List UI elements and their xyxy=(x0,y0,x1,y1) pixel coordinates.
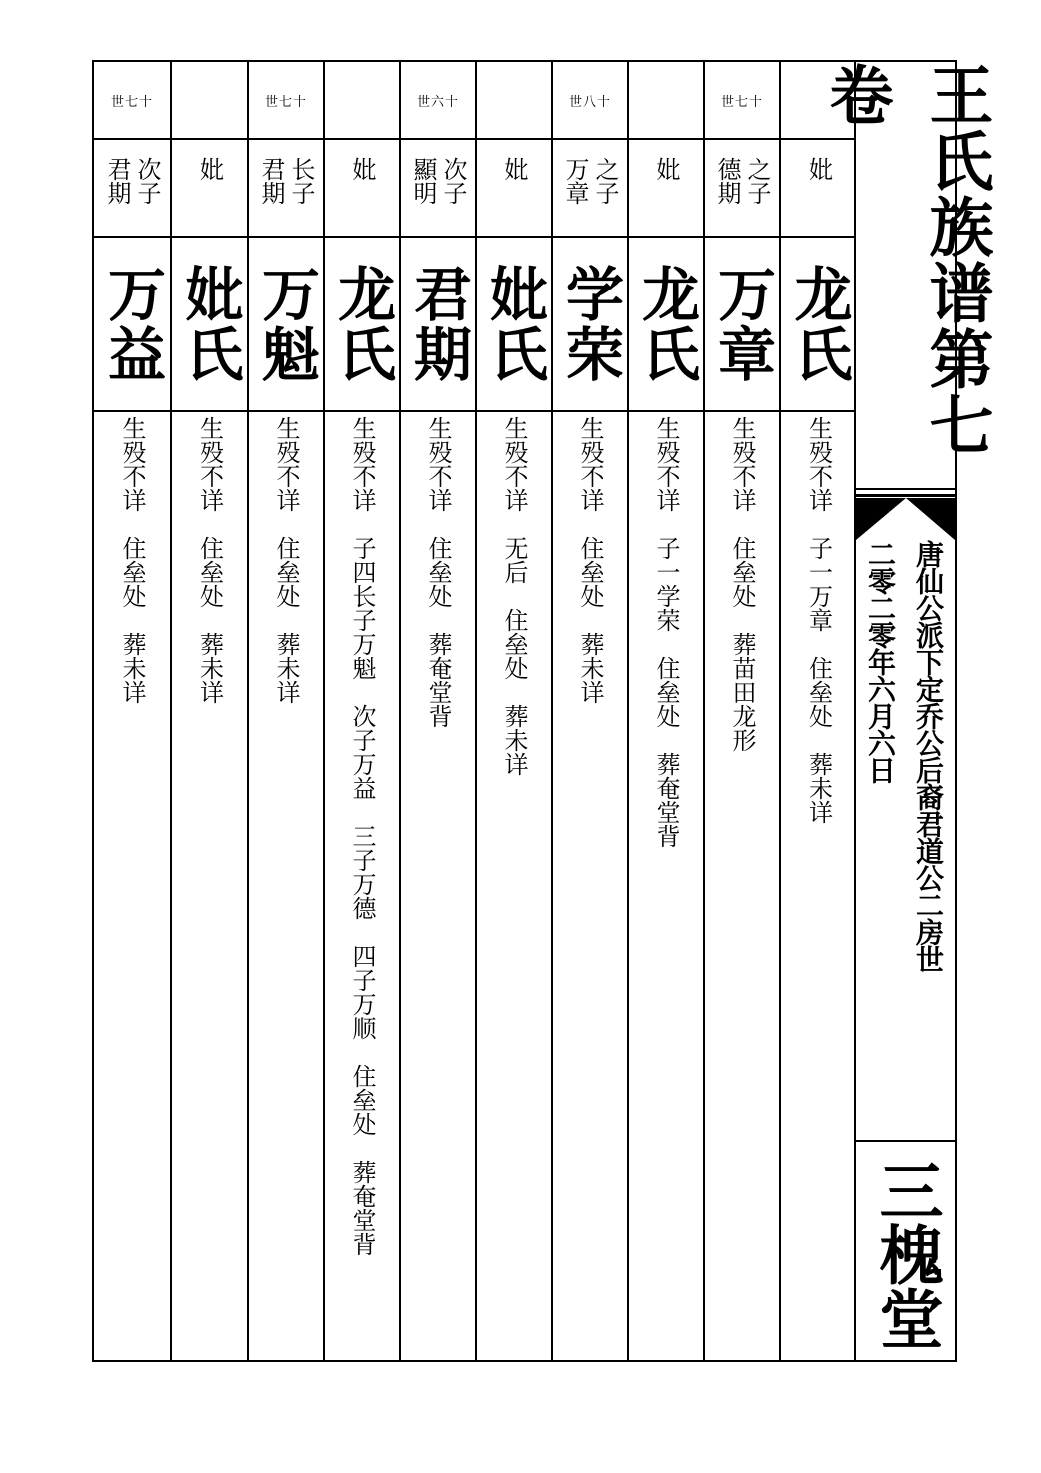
person-detail: 生殁不详 住垒处 葬未详 xyxy=(195,416,224,704)
person-detail: 生殁不详 住垒处 葬苗田龙形 xyxy=(728,416,756,752)
genealogy-grid xyxy=(92,60,856,1362)
generation-label xyxy=(325,62,399,140)
detail-cell xyxy=(477,412,551,1358)
relation-cell xyxy=(325,140,399,238)
book-title: 王氏族谱第七卷 xyxy=(818,62,994,458)
name-cell xyxy=(249,238,323,412)
person-name: 万益 xyxy=(98,264,166,384)
entry-column xyxy=(399,62,475,1360)
name-cell xyxy=(94,238,170,412)
generation-label: 世六十 xyxy=(401,62,475,140)
person-detail: 生殁不详 住垒处 葬未详 xyxy=(272,416,300,704)
person-name: 龙氏 xyxy=(784,264,853,384)
generation-label: 世七十 xyxy=(94,62,170,140)
relation-cell xyxy=(172,140,247,238)
generation-label: 世七十 xyxy=(705,62,779,140)
person-name: 学荣 xyxy=(556,264,624,384)
relation-cell xyxy=(249,140,323,238)
relation-text: 妣 xyxy=(500,157,528,181)
person-name: 龙氏 xyxy=(632,264,700,384)
name-cell xyxy=(401,238,475,412)
name-cell xyxy=(325,238,399,412)
entry-column xyxy=(627,62,703,1360)
person-name: 君期 xyxy=(404,264,472,384)
detail-cell xyxy=(94,412,170,1358)
person-detail: 生殁不详 子四长子万魁 次子万益 三子万德 四子万顺 住垒处 葬奄堂背 xyxy=(348,416,376,1256)
relation-text: 妣 xyxy=(804,157,833,181)
detail-cell xyxy=(629,412,703,1358)
relation-cell xyxy=(553,140,627,238)
person-detail: 生殁不详 住垒处 葬未详 xyxy=(118,416,146,704)
title-divider xyxy=(856,488,955,490)
detail-cell xyxy=(325,412,399,1358)
person-detail: 生殁不详 住垒处 葬未详 xyxy=(576,416,604,704)
entry-column xyxy=(94,62,170,1360)
name-cell xyxy=(477,238,551,412)
relation-cell xyxy=(629,140,703,238)
person-detail: 生殁不详 无后 住垒处 葬未详 xyxy=(500,416,528,776)
relation-cell xyxy=(705,140,779,238)
generation-label xyxy=(629,62,703,140)
generation-label xyxy=(172,62,247,140)
name-cell xyxy=(553,238,627,412)
entry-column xyxy=(703,62,779,1360)
relation-text: 之子德期 xyxy=(713,157,771,205)
detail-cell xyxy=(401,412,475,1358)
relation-text: 长子君期 xyxy=(257,157,315,205)
relation-text: 之子万章 xyxy=(561,157,619,205)
entry-column xyxy=(551,62,627,1360)
person-name: 万章 xyxy=(708,264,776,384)
hall-divider xyxy=(856,1140,955,1142)
detail-cell xyxy=(553,412,627,1358)
relation-text: 妣 xyxy=(195,157,224,181)
relation-text: 妣 xyxy=(652,157,680,181)
name-cell xyxy=(705,238,779,412)
person-name: 万魁 xyxy=(252,264,320,384)
fishtail-ornament xyxy=(856,494,955,540)
entry-column xyxy=(170,62,247,1360)
entry-column xyxy=(323,62,399,1360)
generation-label xyxy=(477,62,551,140)
relation-text: 次子顯明 xyxy=(409,157,467,205)
detail-cell xyxy=(781,412,856,1358)
person-detail: 生殁不详 子一万章 住垒处 葬未详 xyxy=(804,416,833,824)
lineage-text: 唐仙公派下定乔公后裔君道公二房世 xyxy=(912,540,945,972)
person-detail: 生殁不详 住垒处 葬奄堂背 xyxy=(424,416,452,728)
detail-cell xyxy=(172,412,247,1358)
detail-cell xyxy=(249,412,323,1358)
person-detail: 生殁不详 子一学荣 住垒处 葬奄堂背 xyxy=(652,416,680,848)
relation-cell xyxy=(477,140,551,238)
person-name: 妣氏 xyxy=(480,264,548,384)
compile-date: 二零二零年六月六日 xyxy=(864,540,897,783)
person-name: 妣氏 xyxy=(175,264,244,384)
person-name: 龙氏 xyxy=(328,264,396,384)
relation-text: 次子君期 xyxy=(103,157,161,205)
relation-text: 妣 xyxy=(348,157,376,181)
relation-cell xyxy=(94,140,170,238)
relation-cell xyxy=(401,140,475,238)
generation-label: 世七十 xyxy=(249,62,323,140)
hall-name: 三槐堂 xyxy=(868,1158,944,1350)
generation-label: 世八十 xyxy=(553,62,627,140)
name-cell xyxy=(629,238,703,412)
detail-cell xyxy=(705,412,779,1358)
name-cell xyxy=(172,238,247,412)
entry-column xyxy=(475,62,551,1360)
entry-column xyxy=(247,62,323,1360)
